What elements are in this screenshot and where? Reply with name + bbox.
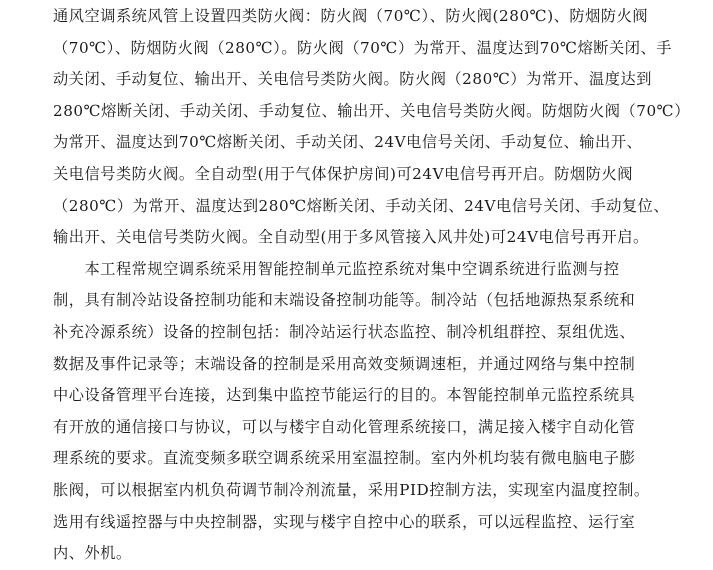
text-line: 理系统的要求。直流变频多联空调系统采用室温控制。室内外机均装有微电脑电子膨 [53, 449, 636, 468]
text-line: 制，具有制冷站设备控制功能和末端设备控制功能等。制冷站（包括地源热泵系统和 [53, 291, 636, 310]
text-line: 本工程常规空调系统采用智能控制单元监控系统对集中空调系统进行监测与控 [53, 259, 620, 278]
text-line: 关电信号类防火阀。全自动型(用于气体保护房间)可24V电信号再开启。防烟防火阀 [53, 164, 633, 183]
text-line: 通风空调系统风管上设置四类防火阀：防火阀（70℃）、防火阀(280℃)、防烟防火阀 [53, 7, 649, 25]
text-line: 补充冷源系统）设备的控制包括：制冷站运行状态监控、制冷机组群控、泵组优选、 [53, 322, 636, 341]
text-line: 动关闭、手动复位、输出开、关电信号类防火阀。防火阀（280℃）为常开、温度达到 [53, 70, 652, 89]
text-line: 数据及事件记录等；末端设备的控制是采用高效变频调速柜，并通过网络与集中控制 [53, 354, 636, 373]
text-line: 中心设备管理平台连接，达到集中监控节能运行的目的。本智能控制单元监控系统具 [53, 386, 636, 405]
text-line: （70℃）、防烟防火阀（280℃）。防火阀（70℃）为常开、温度达到70℃熔断关闭、手 [53, 38, 672, 57]
text-line: 选用有线遥控器与中央控制器，实现与楼宇自控中心的联系，可以远程监控、运行室 [53, 512, 636, 531]
text-line: 有开放的通信接口与协议，可以与楼宇自动化管理系统接口，满足接入楼宇自动化管 [53, 417, 636, 436]
text-line: 输出开、关电信号类防火阀。全自动型(用于多风管接入风井处)可24V电信号再开启。 [53, 228, 649, 247]
text-line: 胀阀，可以根据室内机负荷调节制冷剂流量，采用PID控制方法，实现室内温度控制。 [53, 480, 650, 499]
text-line: 280℃熔断关闭、手动关闭、手动复位、输出开、关电信号类防火阀。防烟防火阀（70℃） [53, 101, 690, 120]
text-line: （280℃）为常开、温度达到280℃熔断关闭、手动关闭、24V电信号关闭、手动复位、 [53, 196, 670, 215]
text-line: 为常开、温度达到70℃熔断关闭、手动关闭、24V电信号关闭、手动复位、输出开、 [53, 133, 643, 152]
text-line: 内、外机。 [53, 544, 132, 563]
